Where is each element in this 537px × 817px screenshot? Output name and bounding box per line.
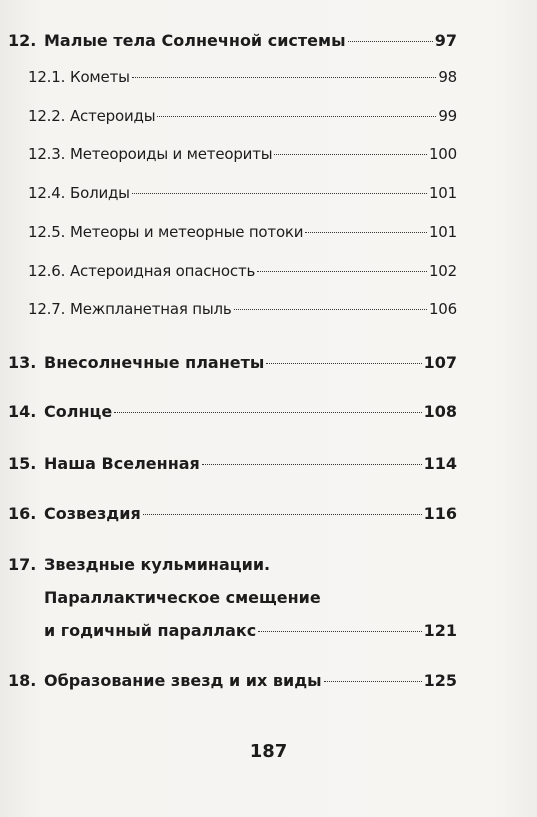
toc-entry-page: 101 — [428, 184, 457, 202]
toc-entry-title: Межпланетная пыль — [70, 300, 232, 318]
toc-entry-13 — [8, 352, 457, 374]
toc-entry-number: 18. — [8, 671, 37, 690]
toc-subentry-12-3 — [28, 143, 457, 165]
toc-entry-12 — [8, 30, 457, 52]
toc-entry-number: 15. — [8, 454, 37, 473]
toc-entry-page: 121 — [423, 621, 457, 640]
dot-leader — [266, 363, 421, 364]
toc-subentry-12-6 — [28, 260, 457, 282]
page-number: 187 — [249, 741, 288, 762]
toc-entry-16 — [8, 503, 457, 525]
toc-entry-number: 12.5. — [28, 223, 66, 241]
dot-leader — [305, 232, 427, 233]
toc-entry-number: 12.7. — [28, 300, 66, 318]
toc-entry-page: 114 — [423, 454, 457, 473]
toc-entry-page: 102 — [428, 262, 457, 280]
toc-entry-title: Солнце — [44, 402, 113, 421]
dot-leader — [132, 193, 427, 194]
toc-entry-title: Метеороиды и метеориты — [70, 145, 273, 163]
toc-entry-page: 106 — [428, 300, 457, 318]
toc-entry-title: Кометы — [70, 68, 130, 86]
dot-leader — [234, 309, 427, 310]
toc-entry-title-line-3: и годичный параллакс — [44, 621, 257, 640]
toc-entry-number: 14. — [8, 402, 37, 421]
dot-leader — [348, 41, 433, 42]
toc-entry-number: 16. — [8, 504, 37, 523]
toc-subentry-12-4 — [28, 182, 457, 204]
toc-entry-number: 12.3. — [28, 145, 66, 163]
toc-entry-title: Внесолнечные планеты — [44, 353, 265, 372]
dot-leader — [202, 464, 422, 465]
toc-entry-page: 108 — [423, 402, 457, 421]
toc-entry-title: Метеоры и метеорные потоки — [70, 223, 304, 241]
toc-entry-page: 100 — [428, 145, 457, 163]
toc-entry-title: Наша Вселенная — [44, 454, 200, 473]
toc-entry-number: 12.1. — [28, 68, 66, 86]
toc-entry-title: Астероидная опасность — [70, 262, 256, 280]
dot-leader — [274, 154, 427, 155]
toc-entry-number: 12.6. — [28, 262, 66, 280]
toc-entry-title-line-1: Звездные кульминации. — [44, 555, 271, 574]
toc-entry-title: Образование звезд и их виды — [44, 671, 322, 690]
dot-leader — [324, 681, 422, 682]
toc-subentry-12-5 — [28, 221, 457, 243]
toc-subentry-12-7 — [28, 298, 457, 320]
toc-entry-page: 97 — [434, 31, 457, 50]
toc-entry-number: 13. — [8, 353, 37, 372]
toc-entry-17-last-line — [44, 620, 457, 642]
toc-entry-page: 99 — [438, 107, 457, 125]
toc-entry-title: Астероиды — [70, 107, 156, 125]
toc-entry-page: 98 — [438, 68, 457, 86]
toc-entry-title: Болиды — [70, 184, 130, 202]
dot-leader — [132, 77, 437, 78]
toc-entry-14 — [8, 401, 457, 423]
toc-entry-page: 125 — [423, 671, 457, 690]
dot-leader — [143, 514, 422, 515]
toc-entry-number: 17. — [8, 555, 37, 574]
toc-entry-page: 101 — [428, 223, 457, 241]
toc-entry-number: 12.2. — [28, 107, 66, 125]
toc-entry-title-line-2: Параллактическое смещение — [44, 588, 321, 607]
toc-subentry-12-2 — [28, 105, 457, 127]
dot-leader — [157, 116, 436, 117]
toc-entry-18 — [8, 670, 457, 692]
toc-entry-title: Малые тела Солнечной системы — [44, 31, 346, 50]
toc-subentry-12-1 — [28, 66, 457, 88]
dot-leader — [258, 631, 421, 632]
toc-entry-number: 12. — [8, 31, 37, 50]
toc-entry-page: 116 — [423, 504, 457, 523]
dot-leader — [257, 271, 427, 272]
toc-entry-15 — [8, 453, 457, 475]
toc-entry-title: Созвездия — [44, 504, 141, 523]
dot-leader — [114, 412, 421, 413]
toc-entry-page: 107 — [423, 353, 457, 372]
toc-entry-number: 12.4. — [28, 184, 66, 202]
